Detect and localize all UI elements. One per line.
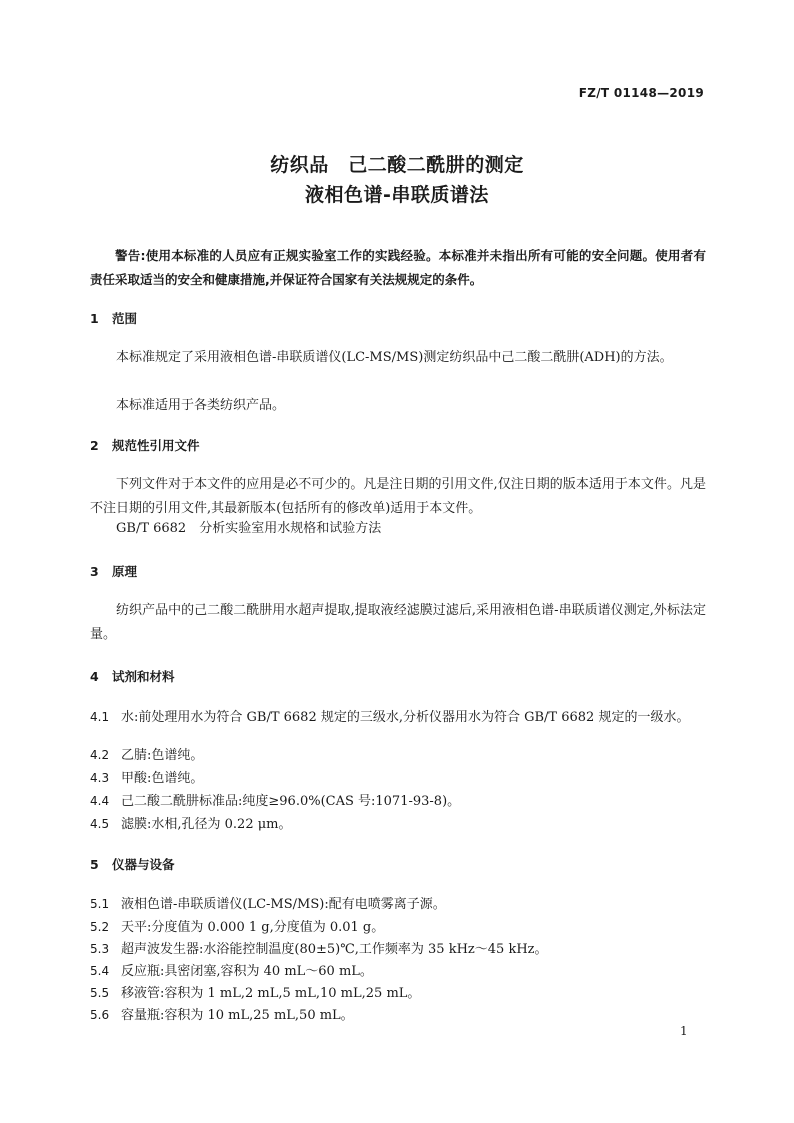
section-1-paragraph-2: 本标准适用于各类纺织产品。 [116,398,286,413]
list-item: 4.1 水:前处理用水为符合 GB/T 6682 规定的三级水,分析仪器用水为符合 GB/T 6682 规定的一级水。 [90,710,690,725]
page-number: 1 [680,1024,688,1038]
section-title: 规范性引用文件 [112,438,200,453]
section-title: 试剂和材料 [112,669,175,684]
section-1-paragraph-1: 本标准规定了采用液相色谱-串联质谱仪(LC-MS/MS)测定纺织品中己二酸二酰肼(ADH)的方法。 [116,350,673,365]
section-title: 范围 [112,311,138,326]
section-number: 3 [90,564,99,579]
section-2-paragraph-1: 下列文件对于本文件的应用是必不可少的。凡是注日期的引用文件,仅注日期的版本适用于本文件。凡是不注日期的引用文件,其最新版本(包括所有的修改单)适用于本文件。 [90,477,706,516]
section-number: 1 [90,311,99,326]
section-title: 仪器与设备 [112,857,175,872]
section-title: 原理 [112,564,138,579]
list-item: 5.2 天平:分度值为 0.000 1 g,分度值为 0.01 g。 [90,920,385,935]
list-item: 5.4 反应瓶:具密闭塞,容积为 40 mL～60 mL。 [90,964,373,979]
list-item: 5.3 超声波发生器:水浴能控制温度(80±5)℃,工作频率为 35 kHz～45 kHz。 [90,942,548,957]
section-2-heading [90,436,200,454]
section-5-heading [90,855,175,873]
section-number: 2 [90,438,99,453]
title-line-1: 纺织品 己二酸二酰肼的测定 [270,154,524,176]
section-number: 5 [90,857,99,872]
list-item: 5.1 液相色谱-串联质谱仪(LC-MS/MS):配有电喷雾离子源。 [90,897,446,912]
standard-code: FZ/T 01148—2019 [578,86,704,100]
list-item: 5.6 容量瓶:容积为 10 mL,25 mL,50 mL。 [90,1008,354,1023]
section-number: 4 [90,669,99,684]
section-4-heading [90,667,175,685]
title-line-2: 液相色谱-串联质谱法 [305,184,489,206]
section-2-reference: GB/T 6682 分析实验室用水规格和试验方法 [116,521,382,536]
section-3-heading [90,562,137,580]
list-item: 4.2 乙腈:色谱纯。 [90,748,204,763]
section-3-paragraph-1: 纺织产品中的己二酸二酰肼用水超声提取,提取液经滤膜过滤后,采用液相色谱-串联质谱仪测定,外标法定量。 [90,603,706,642]
list-item: 5.5 移液管:容积为 1 mL,2 mL,5 mL,10 mL,25 mL。 [90,986,421,1001]
list-item: 4.4 己二酸二酰肼标准品:纯度≥96.0%(CAS 号:1071-93-8)。 [90,794,461,809]
warning-paragraph: 警告:使用本标准的人员应有正规实验室工作的实践经验。本标准并未指出所有可能的安全问题。使用者有责任采取适当的安全和健康措施,并保证符合国家有关法规规定的条件。 [90,248,706,287]
list-item: 4.5 滤膜:水相,孔径为 0.22 μm。 [90,817,292,832]
list-item: 4.3 甲酸:色谱纯。 [90,771,204,786]
section-1-heading [90,309,137,327]
